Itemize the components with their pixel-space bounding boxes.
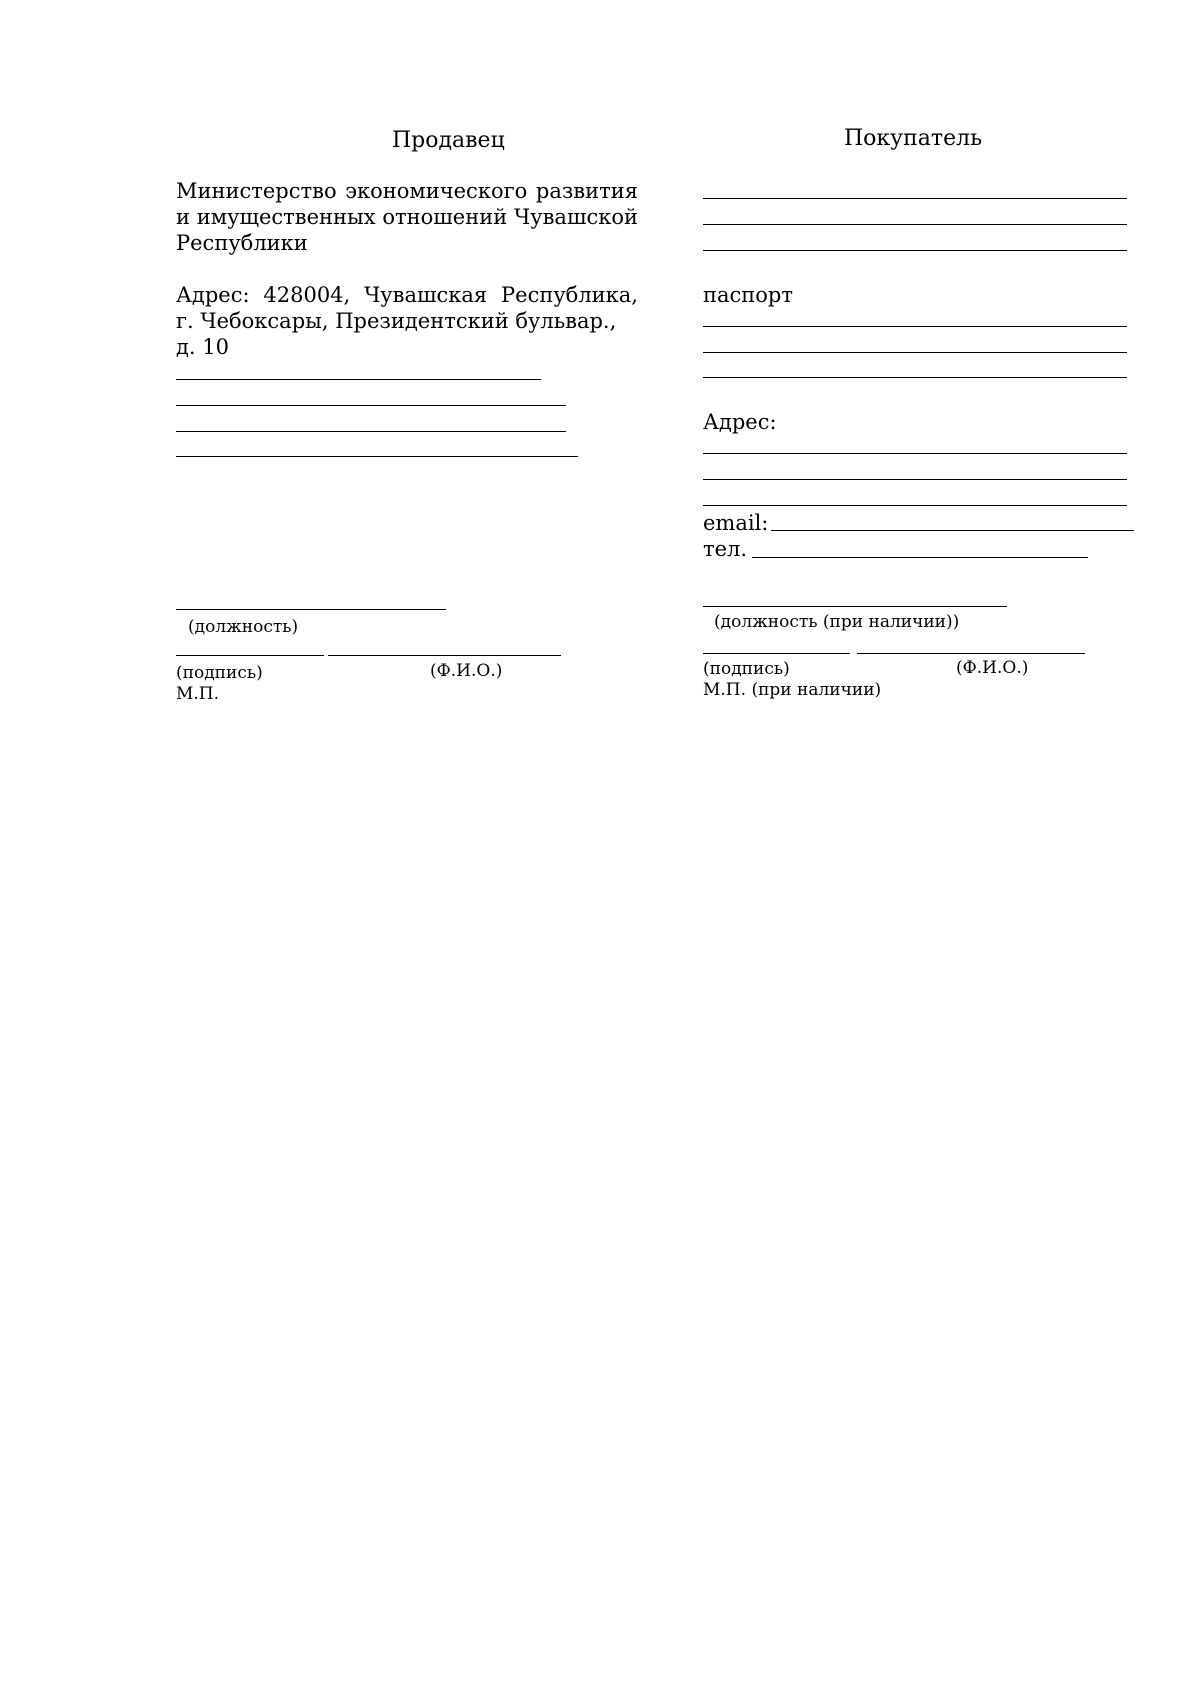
seller-address-line-2: г. Чебоксары, Президентский бульвар., д. 10 <box>176 309 617 359</box>
buyer-name-line-2 <box>703 224 1127 225</box>
seller-blank-line-3 <box>176 431 566 432</box>
seller-position-caption: (должность) <box>188 617 299 637</box>
buyer-email-line <box>771 530 1134 531</box>
seller-organization <box>176 178 638 256</box>
seller-heading: Продавец <box>392 128 505 153</box>
seller-signature-caption: (подпись) <box>176 663 263 683</box>
buyer-phone-line <box>752 557 1088 558</box>
buyer-address-line-3 <box>703 505 1127 506</box>
buyer-fio-caption: (Ф.И.О.) <box>956 658 1029 678</box>
buyer-signature-line <box>703 653 850 654</box>
buyer-name-line-1 <box>703 198 1127 199</box>
buyer-position-line <box>703 606 1007 607</box>
seller-blank-line-2 <box>176 405 566 406</box>
seller-fio-line <box>328 655 561 656</box>
buyer-name-line-3 <box>703 250 1127 251</box>
seller-org-line-2: и имущественных отношений Чувашской <box>176 205 638 229</box>
seller-stamp: М.П. <box>176 684 220 704</box>
seller-blank-line-1 <box>176 379 541 380</box>
buyer-phone-label: тел. <box>703 537 748 561</box>
buyer-passport-label: паспорт <box>703 283 793 307</box>
seller-blank-line-4 <box>176 456 578 457</box>
buyer-stamp: М.П. (при наличии) <box>703 680 882 700</box>
buyer-address-line-1 <box>703 453 1127 454</box>
buyer-position-caption: (должность (при наличии)) <box>714 612 960 632</box>
buyer-address-line-2 <box>703 479 1127 480</box>
seller-address-line-1: Адрес: 428004, Чувашская Республика, <box>176 283 638 307</box>
buyer-email-label: email: <box>703 511 769 535</box>
buyer-passport-line-3 <box>703 377 1127 378</box>
buyer-address-label: Адрес: <box>703 410 777 434</box>
seller-fio-caption: (Ф.И.О.) <box>430 661 503 681</box>
seller-org-line-3: Республики <box>176 231 308 255</box>
seller-address <box>176 282 638 360</box>
buyer-signature-caption: (подпись) <box>703 659 790 679</box>
seller-signature-line <box>176 655 324 656</box>
buyer-passport-line-1 <box>703 326 1127 327</box>
buyer-heading: Покупатель <box>844 126 983 151</box>
seller-org-line-1: Министерство экономического развития <box>176 179 638 203</box>
seller-position-line <box>176 609 446 610</box>
buyer-passport-line-2 <box>703 352 1127 353</box>
buyer-fio-line <box>857 653 1085 654</box>
